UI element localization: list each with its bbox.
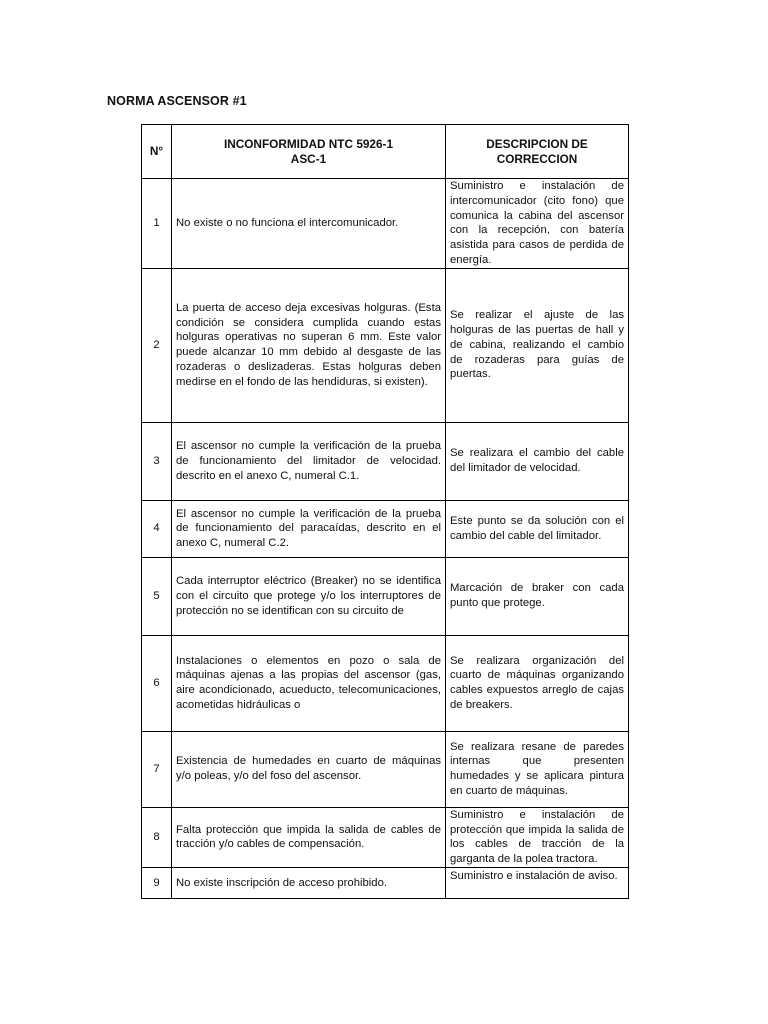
row-number: 7	[142, 731, 172, 807]
row-inconformity: No existe o no funciona el intercomunicador.	[172, 179, 446, 269]
row-number: 2	[142, 268, 172, 422]
table-row	[142, 500, 629, 557]
row-number: 4	[142, 500, 172, 557]
header-inconformity	[172, 125, 446, 179]
table-header-row	[142, 125, 629, 179]
table-row	[142, 179, 629, 269]
table-row	[142, 807, 629, 867]
row-correction: Se realizara el cambio del cable del limitador de velocidad.	[446, 422, 629, 500]
row-number: 5	[142, 557, 172, 635]
header-correction	[446, 125, 629, 179]
header-inconformity-line2: ASC-1	[290, 151, 327, 166]
row-inconformity: Falta protección que impida la salida de cables de tracción y/o cables de compensación.	[172, 807, 446, 867]
row-inconformity: El ascensor no cumple la verificación de la prueba de funcionamiento del paracaídas, descrito en el anexo C, numeral C.2.	[172, 500, 446, 557]
header-inconformity-line1: INCONFORMIDAD NTC 5926-1	[223, 136, 394, 151]
row-correction: Suministro e instalación de aviso.	[446, 867, 629, 898]
row-correction: Este punto se da solución con el cambio del cable del limitador.	[446, 500, 629, 557]
row-number: 1	[142, 179, 172, 269]
header-correction-line2: CORRECCION	[496, 151, 578, 166]
row-correction: Se realizara organización del cuarto de máquinas organizando cables expuestos arreglo de cajas de breakers.	[446, 635, 629, 731]
table-row	[142, 557, 629, 635]
row-number: 3	[142, 422, 172, 500]
row-correction: Suministro e instalación de intercomunicador (cito fono) que comunica la cabina del ascensor con la recepción, con batería asistida para casos de perdida de energía.	[446, 179, 629, 269]
row-inconformity: La puerta de acceso deja excesivas holguras. (Esta condición se considera cumplida cuando estas holguras operativas no superan 6 mm. Este valor puede alcanzar 10 mm debido al desgaste de las rozaderas o deslizaderas. Estas holguras deben medirse en el fondo de las hendiduras, si existen).	[172, 268, 446, 422]
row-correction: Suministro e instalación de protección que impida la salida de los cables de tracción de la garganta de la polea tractora.	[446, 807, 629, 867]
table-row	[142, 268, 629, 422]
row-inconformity: No existe inscripción de acceso prohibido.	[172, 867, 446, 898]
header-correction-line1: DESCRIPCION DE	[486, 136, 588, 151]
row-number: 6	[142, 635, 172, 731]
row-correction: Se realizar el ajuste de las holguras de las puertas de hall y de cabina, realizando el cambio de rozaderas para guías de puertas.	[446, 268, 629, 422]
row-inconformity: Existencia de humedades en cuarto de máquinas y/o poleas, y/o del foso del ascensor.	[172, 731, 446, 807]
row-number: 8	[142, 807, 172, 867]
document-title: NORMA ASCENSOR #1	[107, 94, 247, 108]
row-correction: Marcación de braker con cada punto que protege.	[446, 557, 629, 635]
table-row	[142, 635, 629, 731]
row-number: 9	[142, 867, 172, 898]
table-row	[142, 422, 629, 500]
row-inconformity: Cada interruptor eléctrico (Breaker) no se identifica con el circuito que protege y/o los interruptores de protección no se identifican con su circuito de	[172, 557, 446, 635]
row-correction: Se realizara resane de paredes internas que presenten humedades y se aplicara pintura en cuarto de máquinas.	[446, 731, 629, 807]
nonconformity-table	[141, 124, 629, 899]
table-row	[142, 867, 629, 898]
table-row	[142, 731, 629, 807]
row-inconformity: El ascensor no cumple la verificación de la prueba de funcionamiento del limitador de velocidad. descrito en el anexo C, numeral C.1.	[172, 422, 446, 500]
header-number: N°	[142, 125, 172, 179]
row-inconformity: Instalaciones o elementos en pozo o sala de máquinas ajenas a las propias del ascensor (gas, aire acondicionado, acueducto, telecomunicaciones, acometidas hidráulicas o	[172, 635, 446, 731]
